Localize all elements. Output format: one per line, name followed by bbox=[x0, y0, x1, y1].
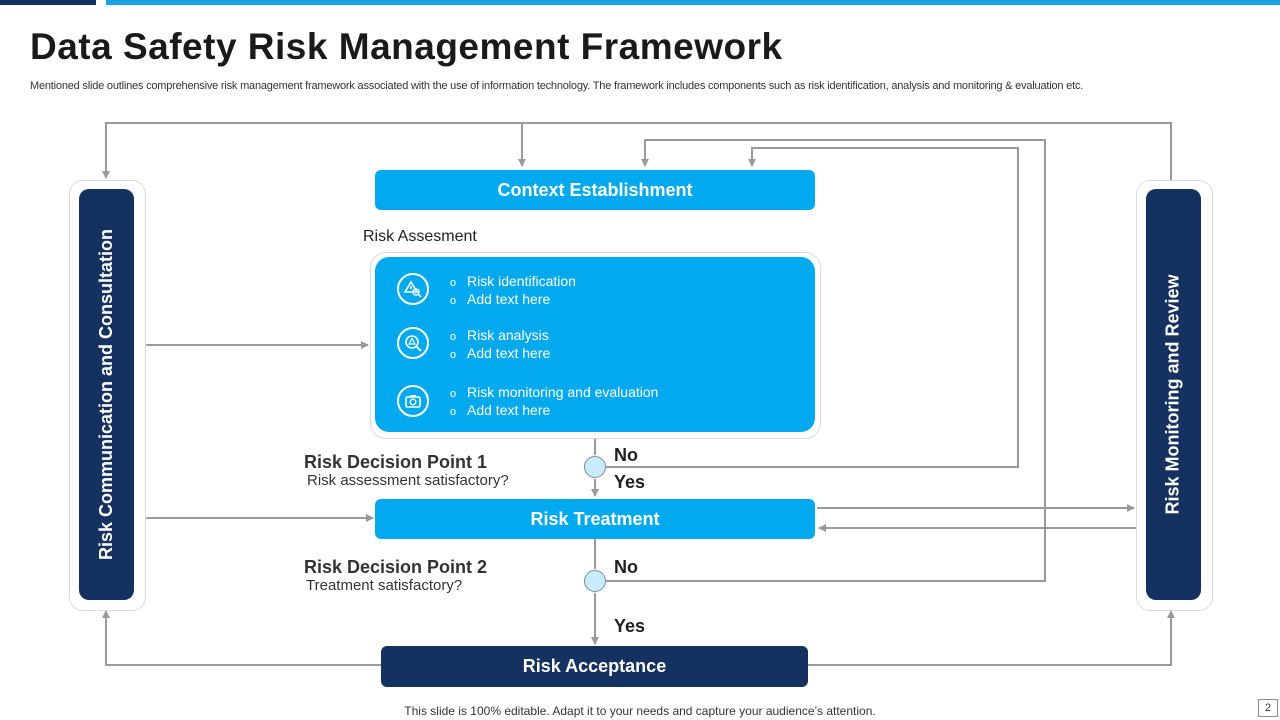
acceptance-loop-connector bbox=[106, 611, 382, 665]
assessment-item-3-text: o Add text here bbox=[450, 402, 551, 418]
decision-point-2-yes: Yes bbox=[614, 616, 646, 636]
warning-search-icon bbox=[397, 273, 429, 305]
assessment-item-2-text: o Add text here bbox=[450, 345, 551, 361]
consultation-panel bbox=[79, 189, 134, 600]
footer-note: This slide is 100% editable. Adapt it to your needs and capture your audience’s attention. bbox=[404, 704, 876, 718]
analysis-search-icon bbox=[397, 327, 429, 359]
decision-point-2-question: Treatment satisfactory? bbox=[306, 577, 463, 594]
risk-treatment-box bbox=[375, 499, 815, 539]
risk-acceptance-box bbox=[381, 646, 808, 687]
assessment-item-2-title: o Risk analysis bbox=[450, 327, 549, 343]
risk-acceptance-label: Risk Acceptance bbox=[522, 656, 667, 676]
decision-point-1-question: Risk assessment satisfactory? bbox=[307, 472, 509, 489]
monitoring-panel bbox=[1146, 189, 1201, 600]
acceptance-to-monitoring-connector bbox=[808, 611, 1171, 665]
page-number: 2 bbox=[1258, 699, 1278, 717]
risk-assessment-box bbox=[375, 257, 815, 432]
consultation-panel-label: Risk Communication and Consultation bbox=[96, 228, 117, 561]
context-establishment-box bbox=[375, 170, 815, 210]
page-title: Data Safety Risk Management Framework bbox=[30, 26, 783, 67]
decision-point-1-yes: Yes bbox=[614, 472, 646, 492]
page-subtitle: Mentioned slide outlines comprehensive risk management framework associated with the use of information technology. The framework includes components such as risk identification, analysis and monitoring & evaluation etc. bbox=[30, 80, 1084, 92]
assessment-item-3-title: o Risk monitoring and evaluation bbox=[450, 384, 659, 400]
risk-treatment-label: Risk Treatment bbox=[530, 508, 660, 529]
decision-point-2-node bbox=[584, 570, 606, 592]
decision-point-1-no: No bbox=[614, 445, 638, 465]
decision-point-2-no: No bbox=[614, 557, 638, 577]
monitoring-panel-label: Risk Monitoring and Review bbox=[1163, 274, 1183, 515]
assessment-item-1-title: o Risk identification bbox=[450, 273, 576, 289]
context-establishment-label: Context Establishment bbox=[497, 179, 693, 200]
camera-monitor-icon bbox=[397, 385, 429, 417]
decision-point-1-title: Risk Decision Point 1 bbox=[304, 452, 488, 472]
risk-assessment-heading: Risk Assesment bbox=[363, 228, 477, 245]
decision-point-2-title: Risk Decision Point 2 bbox=[304, 557, 488, 577]
decision-point-1-node bbox=[584, 456, 606, 478]
assessment-item-1-text: o Add text here bbox=[450, 291, 551, 307]
